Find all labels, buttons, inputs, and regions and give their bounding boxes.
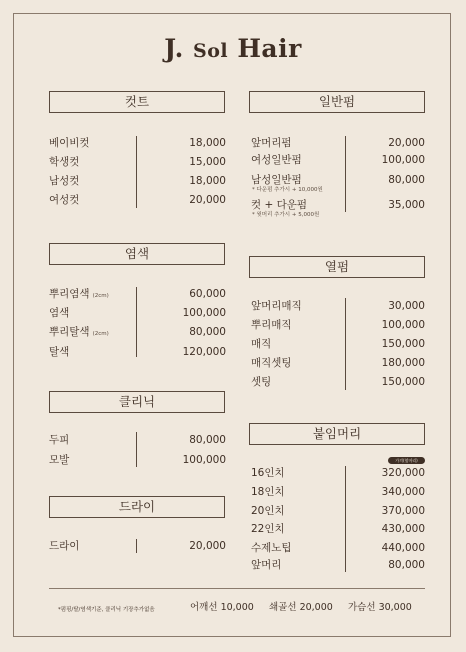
section-header-color: 염색	[49, 243, 225, 265]
item-price: 100,000	[381, 319, 425, 331]
item-subnote: * 다운펌 추가시 + 10,000원	[252, 187, 323, 193]
item-name: 20인치	[251, 505, 285, 517]
item-name: 매직	[251, 338, 272, 350]
item-price: 440,000	[381, 542, 425, 554]
item-name: 수제노팁	[251, 542, 292, 554]
length-label: 가슴선	[348, 602, 376, 613]
section-header-dry: 드라이	[49, 496, 225, 518]
section-header-cut: 컷트	[49, 91, 225, 113]
item-name: 22인치	[251, 523, 285, 535]
item-name: 학생컷	[49, 156, 80, 168]
brand-prefix: J.	[164, 34, 193, 63]
length-surcharge-shoulder	[190, 602, 254, 614]
item-price: 20,000	[388, 137, 425, 149]
item-price: 150,000	[381, 338, 425, 350]
item-name: 앞머리	[251, 559, 282, 571]
item-name: 남성일반펌	[251, 174, 302, 186]
item-price: 430,000	[381, 523, 425, 535]
item-price: 18,000	[189, 137, 226, 149]
divider-color	[136, 287, 137, 357]
item-price: 120,000	[182, 346, 226, 358]
item-name	[49, 287, 109, 301]
price-badge: 가격(옆머리)	[388, 457, 425, 464]
item-name: 16인치	[251, 467, 285, 479]
item-price: 35,000	[388, 199, 425, 211]
item-price: 18,000	[189, 175, 226, 187]
item-name: 셋팅	[251, 376, 272, 388]
item-price: 320,000	[381, 467, 425, 479]
footer-note: *펌핑/탈/염색기준, 클리닉 기장추가없음	[58, 607, 155, 613]
item-price: 100,000	[182, 307, 226, 319]
item-price: 370,000	[381, 505, 425, 517]
item-name: 탈색	[49, 346, 70, 358]
length-price: 10,000	[220, 602, 254, 613]
length-price: 20,000	[299, 602, 333, 613]
item-price: 80,000	[189, 434, 226, 446]
item-price: 340,000	[381, 486, 425, 498]
item-price: 100,000	[381, 154, 425, 166]
item-price: 80,000	[388, 174, 425, 186]
item-name-text: 뿌리탈색	[49, 326, 90, 338]
length-surcharge-collarbone	[269, 602, 333, 614]
item-name	[49, 325, 109, 339]
footer-divider	[49, 588, 425, 589]
item-price: 150,000	[381, 376, 425, 388]
divider-dry	[136, 539, 137, 553]
item-price: 80,000	[189, 326, 226, 338]
section-header-clinic: 클리닉	[49, 391, 225, 413]
section-header-heat: 열펌	[249, 256, 425, 278]
item-price: 100,000	[182, 454, 226, 466]
divider-clinic	[136, 432, 137, 467]
item-price: 180,000	[381, 357, 425, 369]
item-price: 80,000	[388, 559, 425, 571]
brand-title	[0, 34, 466, 63]
item-name: 18인치	[251, 486, 285, 498]
item-name: 뿌리매직	[251, 319, 292, 331]
item-name: 모발	[49, 454, 70, 466]
length-price: 30,000	[378, 602, 412, 613]
item-name: 여성일반펌	[251, 154, 302, 166]
item-name: 두피	[49, 434, 70, 446]
item-name: 앞머리펌	[251, 137, 292, 149]
item-price: 20,000	[189, 540, 226, 552]
section-header-extension: 붙임머리	[249, 423, 425, 445]
item-price: 15,000	[189, 156, 226, 168]
item-name-text: 뿌리염색	[49, 288, 90, 300]
item-name: 염색	[49, 307, 70, 319]
item-name: 앞머리매직	[251, 300, 302, 312]
section-header-perm: 일반펌	[249, 91, 425, 113]
brand-suffix: Hair	[228, 34, 302, 63]
divider-extension	[345, 466, 346, 572]
length-label: 어깨선	[190, 602, 218, 613]
item-name: 여성컷	[49, 194, 80, 206]
item-name: 남성컷	[49, 175, 80, 187]
divider-cut	[136, 136, 137, 208]
length-surcharge-chest	[348, 602, 412, 614]
item-name: 컷 + 다운펌	[251, 199, 308, 211]
item-note: (2cm)	[92, 331, 109, 337]
item-price: 60,000	[189, 288, 226, 300]
brand-small: Sol	[192, 40, 229, 62]
item-note: (2cm)	[92, 293, 109, 299]
item-price: 30,000	[388, 300, 425, 312]
length-label: 쇄골선	[269, 602, 297, 613]
item-name: 매직셋팅	[251, 357, 292, 369]
item-subnote: * 윗머리 추가시 + 5,000원	[252, 212, 320, 218]
item-name: 드라이	[49, 540, 80, 552]
item-name: 베이비컷	[49, 137, 90, 149]
item-price: 20,000	[189, 194, 226, 206]
